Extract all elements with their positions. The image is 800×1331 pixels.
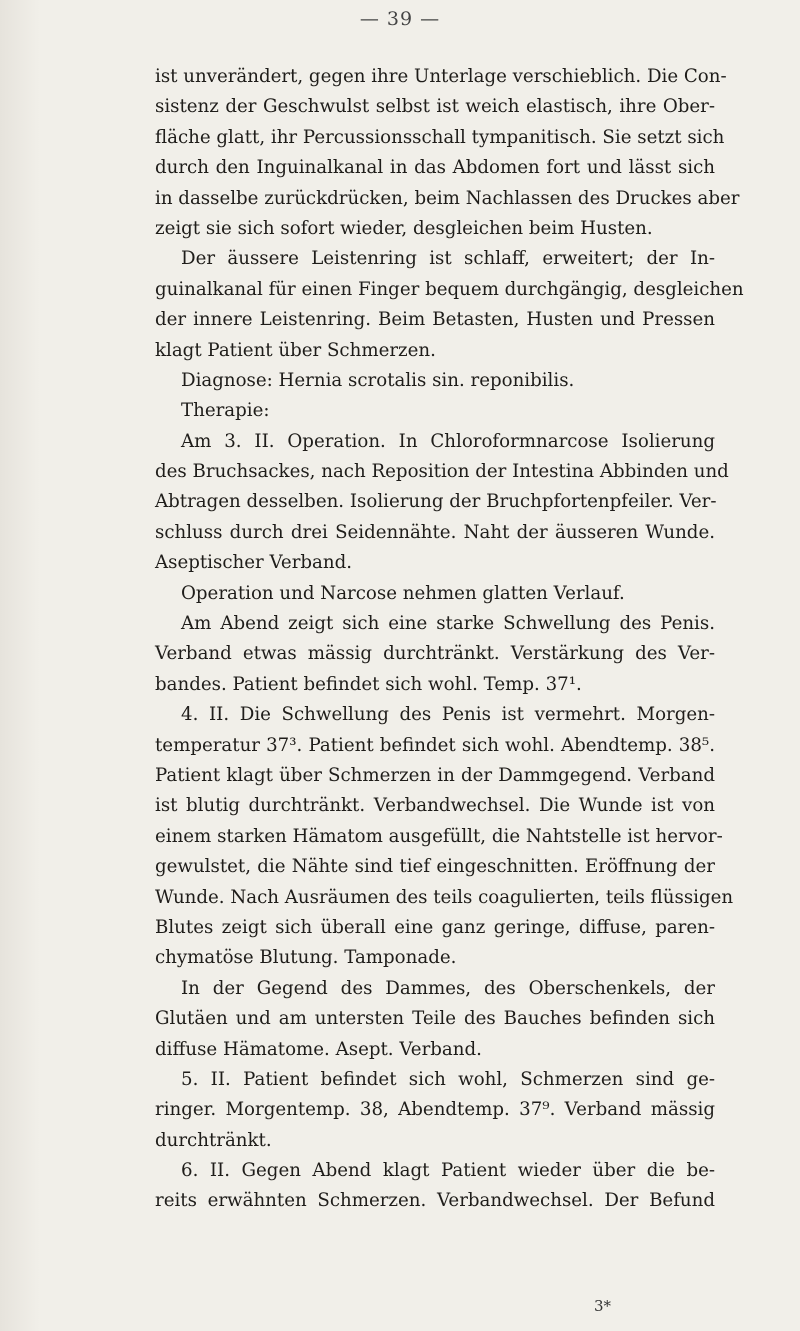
text-line: Glutäen und am untersten Teile des Bauches befinden sich (155, 1008, 715, 1030)
text-line: Am 3. II. Operation. In Chloroformnarcose Isolierung (181, 430, 715, 452)
text-line: durch den Inguinalkanal in das Abdomen fort und lässt sich (155, 157, 715, 179)
text-line: der innere Leistenring. Beim Betasten, Husten und Pressen (155, 309, 715, 331)
text-line: chymatöse Blutung. Tamponade. (155, 947, 457, 969)
text-line: fläche glatt, ihr Percussionsschall tympanitisch. Sie setzt sich (155, 126, 725, 148)
text-line: klagt Patient über Schmerzen. (155, 339, 436, 361)
text-line: Therapie: (181, 400, 270, 422)
text-line: Diagnose: Hernia scrotalis sin. reponibilis. (181, 369, 575, 391)
text-line: durchtränkt. (155, 1129, 272, 1151)
text-line: einem starken Hämatom ausgefüllt, die Nahtstelle ist hervor- (155, 825, 723, 847)
text-line: Blutes zeigt sich überall eine ganz geringe, diffuse, paren- (155, 916, 715, 938)
text-line: Abtragen desselben. Isolierung der Bruchpfortenpfeiler. Ver- (155, 491, 717, 513)
page-number-header: — 39 — (359, 8, 441, 30)
sheet-signature-mark: 3* (594, 1297, 612, 1315)
text-line: reits erwähnten Schmerzen. Verbandwechsel. Der Befund (155, 1190, 715, 1212)
text-line: des Bruchsackes, nach Reposition der Intestina Abbinden und (155, 461, 729, 483)
text-line: In der Gegend des Dammes, des Oberschenkels, der (181, 977, 715, 999)
body-text (155, 62, 744, 1217)
text-line: ringer. Morgentemp. 38, Abendtemp. 37⁹. Verband mässig (155, 1099, 715, 1121)
text-line: temperatur 37³. Patient befindet sich wohl. Abendtemp. 38⁵. (155, 734, 715, 756)
text-line: diffuse Hämatome. Asept. Verband. (155, 1038, 482, 1060)
text-line: Wunde. Nach Ausräumen des teils coagulierten, teils flüssigen (155, 886, 734, 908)
text-line: Operation und Narcose nehmen glatten Verlauf. (181, 582, 625, 604)
text-line: in dasselbe zurückdrücken, beim Nachlassen des Druckes aber (155, 187, 740, 209)
text-line: zeigt sie sich sofort wieder, desgleichen beim Husten. (155, 217, 653, 239)
page-fold-shadow (0, 0, 40, 1331)
text-line: ist blutig durchtränkt. Verbandwechsel. Die Wunde ist von (155, 795, 715, 817)
text-line: Patient klagt über Schmerzen in der Dammgegend. Verband (155, 764, 715, 786)
text-line: bandes. Patient befindet sich wohl. Temp. 37¹. (155, 673, 582, 695)
text-line: ist unverändert, gegen ihre Unterlage verschieblich. Die Con- (155, 66, 727, 87)
text-line: schluss durch drei Seidennähte. Naht der äusseren Wunde. (155, 521, 715, 543)
text-line: Der äussere Leistenring ist schlaff, erweitert; der In- (181, 248, 715, 270)
text-line: gewulstet, die Nähte sind tief eingeschnitten. Eröffnung der (155, 856, 715, 878)
text-line: 5. II. Patient befindet sich wohl, Schmerzen sind ge- (181, 1068, 715, 1090)
text-line: 4. II. Die Schwellung des Penis ist vermehrt. Morgen- (181, 704, 715, 726)
text-line: Verband etwas mässig durchtränkt. Verstärkung des Ver- (155, 643, 715, 665)
text-line: Am Abend zeigt sich eine starke Schwellung des Penis. (181, 613, 715, 635)
text-line: Aseptischer Verband. (155, 552, 353, 574)
text-line: 6. II. Gegen Abend klagt Patient wieder über die be- (181, 1160, 715, 1182)
text-line: guinalkanal für einen Finger bequem durchgängig, desgleichen (155, 278, 744, 300)
text-line: sistenz der Geschwulst selbst ist weich elastisch, ihre Ober- (155, 96, 715, 118)
